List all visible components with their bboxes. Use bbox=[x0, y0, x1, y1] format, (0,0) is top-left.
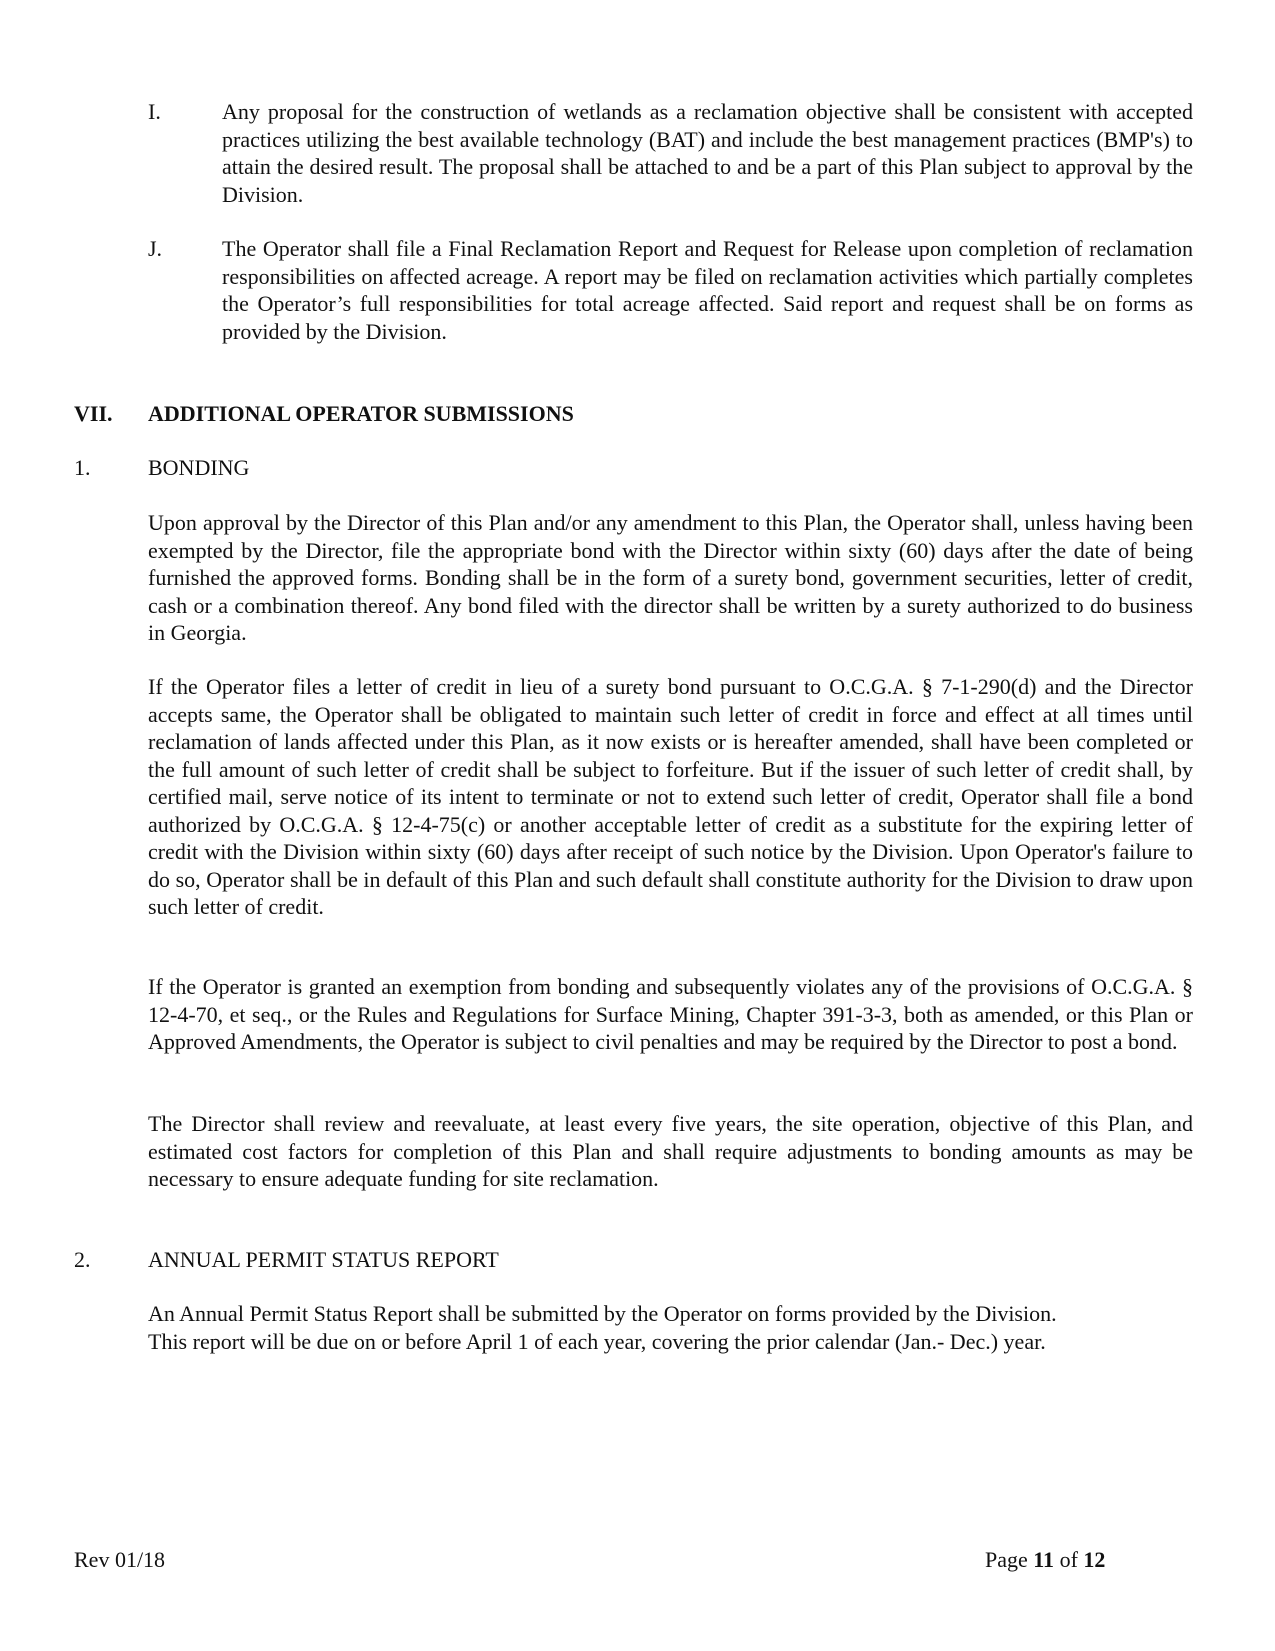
footer-revision: Rev 01/18 bbox=[74, 1547, 166, 1572]
bonding-paragraph-2: If the Operator files a letter of credit in lieu of a surety bond pursuant to O.C.G.A. § 7-1-290(d) and the Director accepts same, the Operator shall be obligated to maintain such letter of credit in force and effect at all times until reclamation of lands affected under this Plan, as it now exists or is hereafter amended, shall have been completed or the full amount of such letter of credit shall be subject to forfeiture. But if the issuer of such letter of credit shall, by certified mail, serve notice of its intent to terminate or not to extend such letter of credit, Operator shall file a bond authorized by O.C.G.A. § 12-4-75(c) or another acceptable letter of credit as a substitute for the expiring letter of credit with the Division within sixty (60) days after receipt of such notice by the Division. Upon Operator's failure to do so, Operator shall be in default of this Plan and such default shall constitute authority for the Division to draw upon such letter of credit. bbox=[148, 674, 1193, 919]
subsection-number: 1. bbox=[74, 455, 91, 480]
list-item-i bbox=[148, 98, 1193, 208]
annual-report-line-1: An Annual Permit Status Report shall be submitted by the Operator on forms provided by the Division. bbox=[148, 1301, 1057, 1326]
footer-page-number bbox=[985, 1546, 1105, 1574]
page-current: 11 bbox=[1033, 1547, 1055, 1572]
page-label: Page bbox=[985, 1547, 1028, 1572]
list-marker: I. bbox=[148, 99, 161, 124]
bonding-paragraph-3: If the Operator is granted an exemption from bonding and subsequently violates any of the provisions of O.C.G.A. § 12-4-70, et seq., or the Rules and Regulations for Surface Mining, Chapter 391-3-3, both as amended, or this Plan or Approved Amendments, the Operator is subject to civil penalties and may be required by the Director to post a bond. bbox=[148, 974, 1193, 1054]
list-item-text: Any proposal for the construction of wetlands as a reclamation objective shall be consistent with accepted practices utilizing the best available technology (BAT) and include the best management practices (BMP's) to attain the desired result. The proposal shall be attached to and be a part of this Plan subject to approval by the Division. bbox=[222, 99, 1193, 207]
list-item-j bbox=[148, 235, 1193, 345]
page-of: of bbox=[1059, 1547, 1078, 1572]
bonding-paragraph-1: Upon approval by the Director of this Plan and/or any amendment to this Plan, the Operator shall, unless having been exempted by the Director, file the appropriate bond with the Director within sixty (60) days after the date of being furnished the approved forms. Bonding shall be in the form of a surety bond, government securities, letter of credit, cash or a combination thereof. Any bond filed with the director shall be written by a surety authorized to do business in Georgia. bbox=[148, 510, 1193, 645]
annual-report-paragraph bbox=[148, 1300, 1193, 1355]
section-title: ADDITIONAL OPERATOR SUBMISSIONS bbox=[148, 401, 574, 426]
list-item-text: The Operator shall file a Final Reclamation Report and Request for Release upon completion of reclamation responsibilities on affected acreage. A report may be filed on reclamation activities which partially completes the Operator’s full responsibilities for total acreage affected. Said report and request shall be on forms as provided by the Division. bbox=[222, 236, 1193, 344]
page-total: 12 bbox=[1083, 1547, 1106, 1572]
annual-report-line-2: This report will be due on or before April 1 of each year, covering the prior calendar (Jan.- Dec.) year. bbox=[148, 1328, 1046, 1354]
subsection-title: BONDING bbox=[148, 455, 250, 480]
subsection-number: 2. bbox=[74, 1247, 91, 1272]
list-marker: J. bbox=[148, 236, 163, 261]
bonding-paragraph-4: The Director shall review and reevaluate, at least every five years, the site operation, objective of this Plan, and estimated cost factors for completion of this Plan and shall require adjustments to bonding amounts as may be necessary to ensure adequate funding for site reclamation. bbox=[148, 1111, 1193, 1191]
section-number: VII. bbox=[74, 401, 113, 426]
subsection-title: ANNUAL PERMIT STATUS REPORT bbox=[148, 1247, 499, 1272]
